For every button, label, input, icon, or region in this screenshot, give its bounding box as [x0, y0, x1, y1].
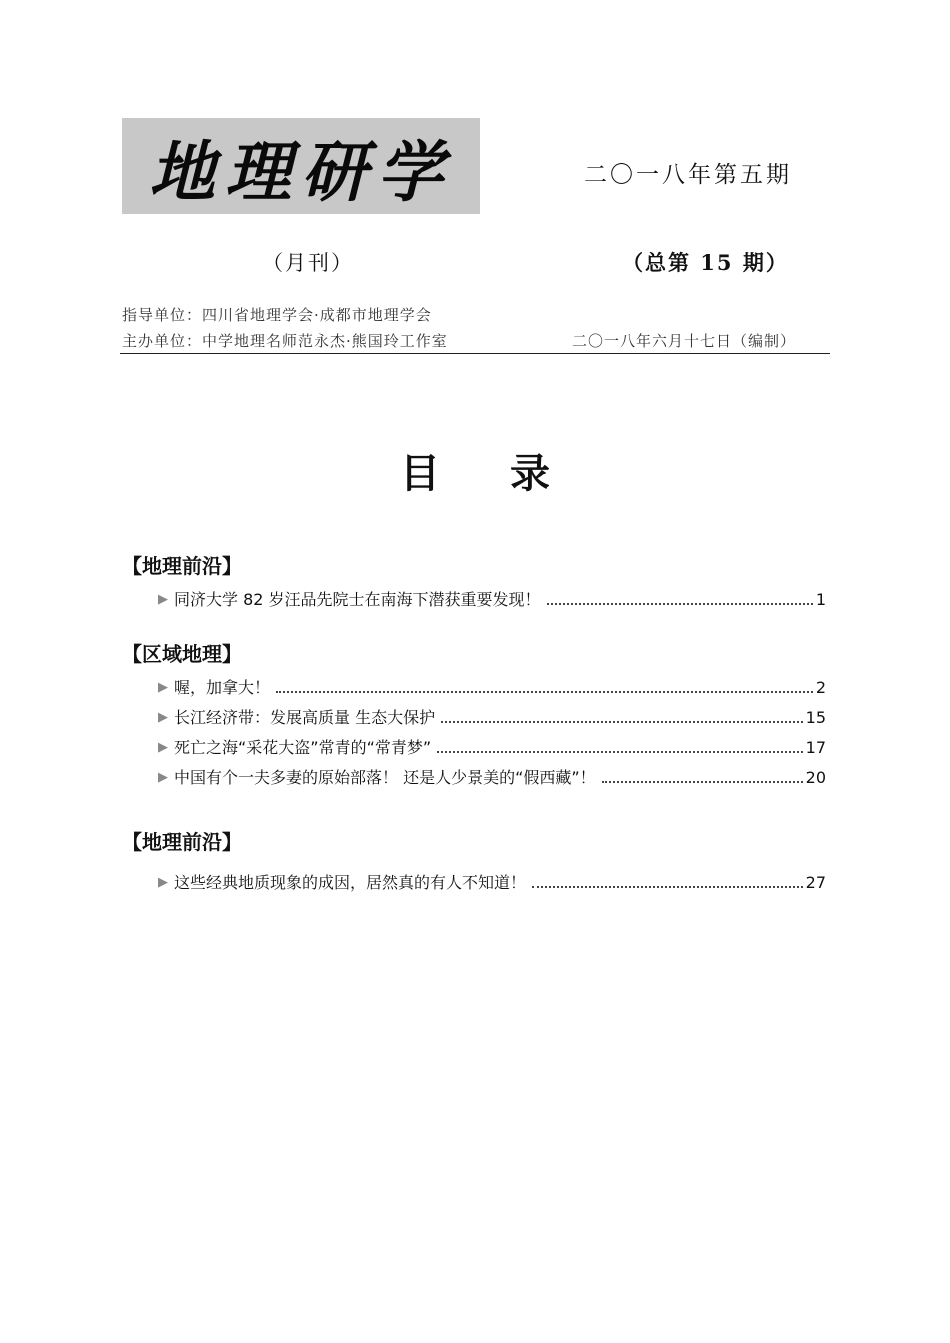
- arrow-icon: ▶: [158, 740, 168, 755]
- toc-title: [0, 442, 950, 499]
- entry-title: 死亡之海“采花大盗”常青的“常青梦”: [174, 738, 432, 757]
- section-heading: 【区域地理】: [122, 642, 242, 666]
- host-unit: 主办单位：中学地理名师范永杰·熊国玲工作室: [122, 332, 448, 350]
- issue-number: 二〇一八年第五期: [584, 162, 792, 188]
- leader-dots: [602, 781, 803, 783]
- arrow-icon: ▶: [158, 875, 168, 890]
- leader-dots: [437, 751, 802, 753]
- section-heading: 【地理前沿】: [122, 554, 242, 578]
- toc-title-right: 录: [510, 451, 550, 497]
- toc-entry[interactable]: [158, 674, 826, 698]
- entry-title: 同济大学 82 岁汪品先院士在南海下潜获重要发现！: [174, 590, 541, 609]
- entry-title: 这些经典地质现象的成因，居然真的有人不知道！: [174, 873, 527, 892]
- leader-dots: [532, 886, 803, 888]
- entry-title: 喔，加拿大！: [174, 678, 271, 697]
- monthly-label: （月刊）: [262, 251, 354, 275]
- total-issue-label: （总第 15 期）: [622, 250, 789, 275]
- section-heading: 【地理前沿】: [122, 830, 242, 854]
- entry-title: 中国有个一夫多妻的原始部落！ 还是人少景美的“假西藏”！: [174, 768, 596, 787]
- leader-dots: [441, 721, 803, 723]
- entry-page: 15: [805, 708, 826, 727]
- toc-title-left: 目: [400, 451, 440, 497]
- toc-entry[interactable]: [158, 869, 826, 893]
- entry-page: 20: [805, 768, 826, 787]
- guide-unit: 指导单位：四川省地理学会·成都市地理学会: [122, 306, 432, 324]
- masthead-title: 地理研学: [149, 132, 453, 211]
- arrow-icon: ▶: [158, 592, 168, 607]
- masthead-logo: [122, 118, 480, 214]
- entry-page: 2: [815, 678, 826, 697]
- arrow-icon: ▶: [158, 770, 168, 785]
- arrow-icon: ▶: [158, 710, 168, 725]
- arrow-icon: ▶: [158, 680, 168, 695]
- leader-dots: [276, 691, 813, 693]
- toc-entry[interactable]: [158, 704, 826, 728]
- toc-entry[interactable]: [158, 586, 826, 610]
- compiled-date: 二〇一八年六月十七日（编制）: [572, 332, 797, 350]
- entry-page: 17: [805, 738, 826, 757]
- header-divider: [120, 353, 830, 354]
- toc-entry[interactable]: [158, 764, 826, 788]
- leader-dots: [547, 603, 813, 605]
- entry-title: 长江经济带：发展高质量 生态大保护: [174, 708, 436, 727]
- entry-page: 27: [805, 873, 826, 892]
- toc-entry[interactable]: [158, 734, 826, 758]
- entry-page: 1: [815, 590, 826, 609]
